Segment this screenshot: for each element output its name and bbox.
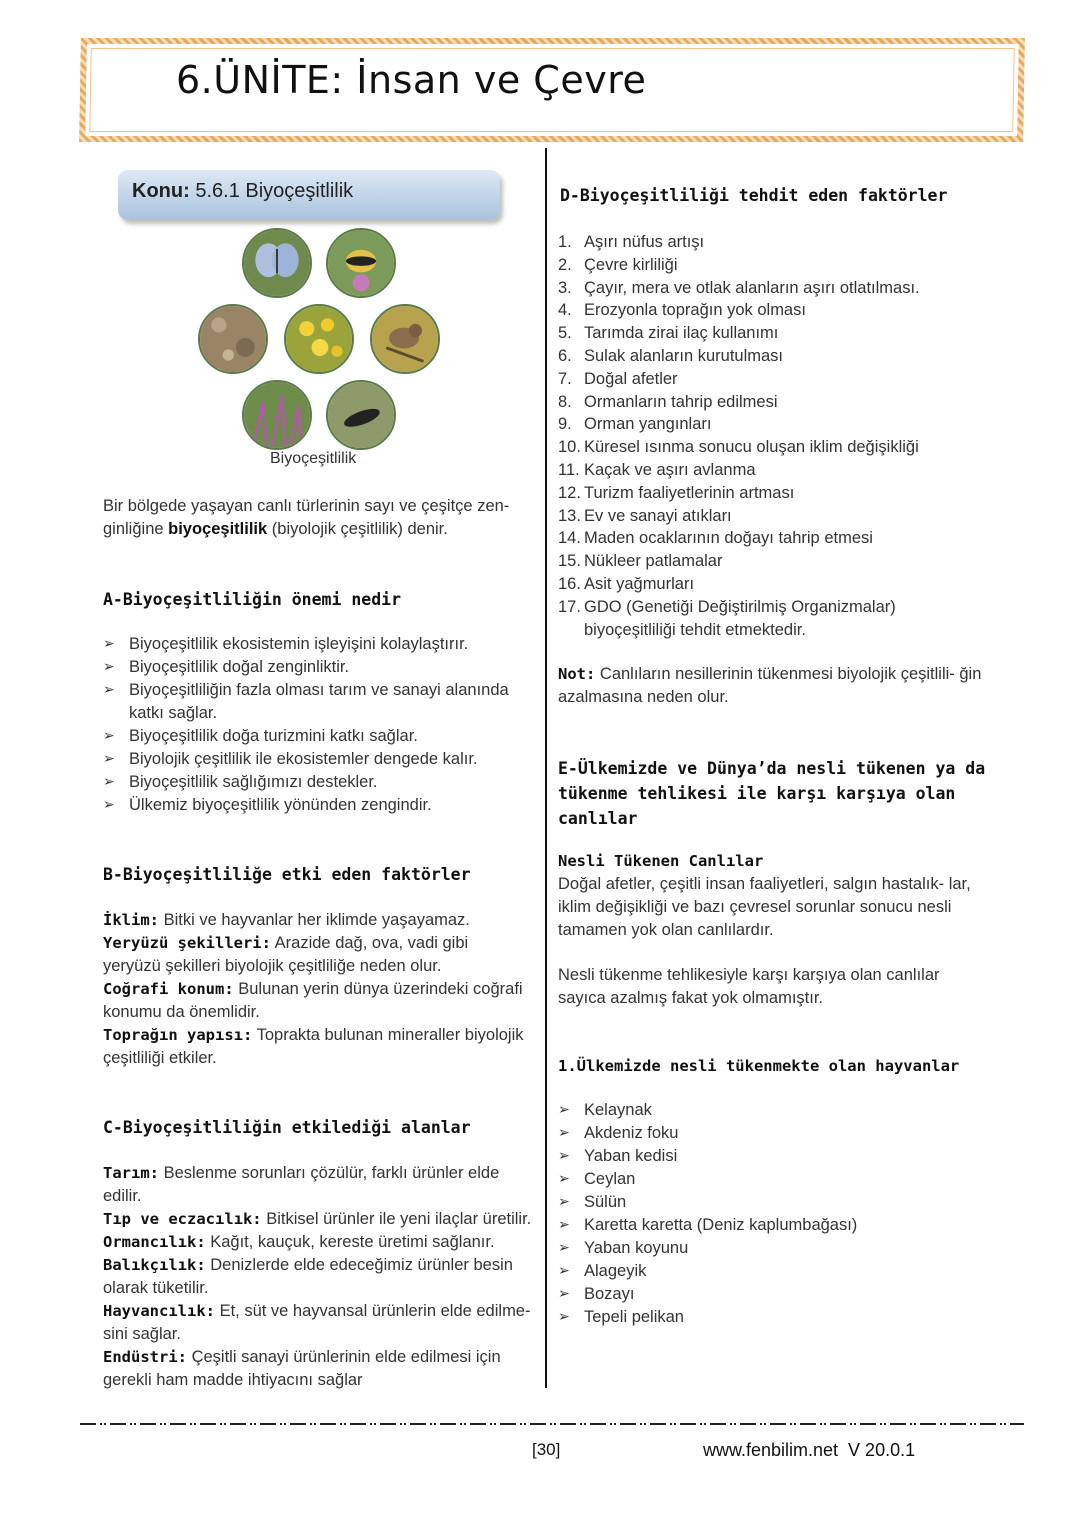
list-item: ➢ Akdeniz foku	[558, 1122, 998, 1145]
list-item: 10. Küresel ısınma sonucu oluşan iklim değişikliği	[558, 438, 919, 457]
extinct-title: Nesli Tükenen Canlılar	[558, 852, 764, 870]
definition-item: Endüstri: Çeşitli sanayi ürünlerinin elde edilmesi için gerekli ham madde ihtiyacını sağlar	[103, 1348, 501, 1389]
list-item: ➢ Bozayı	[558, 1283, 998, 1306]
definition-item: Balıkçılık: Denizlerde elde edeceğimiz ürünler besin olarak tüketilir.	[103, 1256, 513, 1297]
grass-photo	[242, 380, 312, 450]
list-item: ➢ Sülün	[558, 1191, 998, 1214]
section-b-body	[103, 909, 528, 1070]
list-item: 7. Doğal afetler	[558, 369, 678, 388]
list-item: 14. Maden ocaklarının doğayı tahrip etmesi	[558, 529, 873, 548]
section-e-title: E-Ülkemizde ve Dünya’da nesli tükenen ya da tükenme tehlikesi ile karşı karşıya olan canlılar	[558, 759, 986, 828]
definition-item: Tarım: Beslenme sorunları çözülür, farklı ürünler elde edilir.	[103, 1164, 500, 1205]
list-item: ➢ Biyoçeşitlilik ekosistemin işleyişini kolaylaştırır.	[103, 633, 533, 656]
topic-label: Konu:	[132, 180, 190, 202]
list-item: ➢ Kelaynak	[558, 1099, 998, 1122]
extinct-paragraph: Doğal afetler, çeşitli insan faaliyetleri, salgın hastalık- lar, iklim değişikliği ve bazı çevresel sorunlar sonucu nesli tamamen yok olan canlılardır.	[558, 875, 971, 939]
list-item: 16. Asit yağmurları	[558, 574, 695, 593]
butterfly-photo	[242, 228, 312, 298]
footer-divider	[80, 1423, 1024, 1425]
list-item: 12. Turizm faaliyetlerinin artması	[558, 483, 795, 502]
flower-photo	[284, 304, 354, 374]
list-item: ➢ Biyoçeşitlilik sağlığımızı destekler.	[103, 771, 533, 794]
figure-caption: Biyoçeşitlilik	[270, 450, 357, 467]
intro-term: biyoçeşitlilik	[168, 520, 268, 538]
list-item: ➢ Ülkemiz biyoçeşitlilik yönünden zengindir.	[103, 794, 533, 817]
list-item: ➢ Biyoçeşitlilik doğal zenginliktir.	[103, 656, 533, 679]
section-e-subtitle: 1.Ülkemizde nesli tükenmekte olan hayvanlar	[558, 1057, 960, 1075]
leech-photo	[326, 380, 396, 450]
page-number: [30]	[532, 1440, 561, 1459]
list-item: 5. Tarımda zirai ilaç kullanımı	[558, 324, 779, 343]
column-divider	[545, 148, 547, 1388]
definition-item: Hayvancılık: Et, süt ve hayvansal ürünlerin elde edilme- sini sağlar.	[103, 1302, 531, 1343]
section-a-title: A-Biyoçeşitliliğin önemi nedir	[103, 590, 402, 609]
unit-title: 6.ÜNİTE: İnsan ve Çevre	[176, 58, 647, 102]
endangered-paragraph: Nesli tükenme tehlikesiyle karşı karşıya olan canlılar sayıca azalmış fakat yok olmamıştır.	[558, 966, 940, 1007]
list-item: 8. Ormanların tahrip edilmesi	[558, 392, 778, 411]
note-paragraph: Not: Canlıların nesillerinin tükenmesi biyolojik çeşitlili- ğin azalmasına neden olur.	[558, 665, 982, 706]
definition-item: Tıp ve eczacılık: Bitkisel ürünler ile yeni ilaçlar üretilir.	[103, 1210, 532, 1228]
list-item: 17. GDO (Genetiği Değiştirilmiş Organizmalar) biyoçeşitliliği tehdit etmektedir.	[558, 597, 896, 639]
list-item: 13. Ev ve sanayi atıkları	[558, 506, 732, 525]
bee-photo	[326, 228, 396, 298]
animals-list	[558, 1099, 998, 1329]
definition-item: İklim: Bitki ve hayvanlar her iklimde yaşayamaz.	[103, 911, 470, 929]
list-item: ➢ Biyoçeşitlilik doğa turizmini katkı sağlar.	[103, 725, 533, 748]
section-c-title: C-Biyoçeşitliliğin etkilediği alanlar	[103, 1118, 471, 1137]
list-item: ➢ Yaban koyunu	[558, 1237, 998, 1260]
list-item: 15. Nükleer patlamalar	[558, 552, 723, 571]
list-item: 11. Kaçak ve aşırı avlanma	[558, 460, 756, 479]
list-item: 2. Çevre kirliliği	[558, 255, 678, 274]
list-item: ➢ Tepeli pelikan	[558, 1306, 998, 1329]
topic-box	[118, 170, 500, 220]
list-item: ➢ Biyolojik çeşitlilik ile ekosistemler dengede kalır.	[103, 748, 533, 771]
website-link[interactable]: www.fenbilim.net V 20.0.1	[703, 1440, 916, 1460]
list-item: ➢ Alageyik	[558, 1260, 998, 1283]
definition-item: Toprağın yapısı: Toprakta bulunan mineraller biyolojik çeşitliliği etkiler.	[103, 1026, 524, 1067]
definition-item: Ormancılık: Kağıt, kauçuk, kereste üretimi sağlanır.	[103, 1233, 495, 1251]
list-item: 4. Erozyonla toprağın yok olması	[558, 301, 806, 320]
list-item: ➢ Karetta karetta (Deniz kaplumbağası)	[558, 1214, 998, 1237]
section-d-title: D-Biyoçeşitliliği tehdit eden faktörler	[560, 186, 948, 205]
list-item: 9. Orman yangınları	[558, 415, 712, 434]
section-a-list	[103, 633, 533, 817]
list-item: ➢ Yaban kedisi	[558, 1145, 998, 1168]
section-c-body	[103, 1162, 533, 1392]
definition-item: Yeryüzü şekilleri: Arazide dağ, ova, vadi gibi yeryüzü şekilleri biyolojik çeşitliliğe neden olur.	[103, 934, 469, 975]
list-item: ➢ Ceylan	[558, 1168, 998, 1191]
bird-photo	[370, 304, 440, 374]
list-item: 6. Sulak alanların kurutulması	[558, 346, 784, 365]
soil-photo	[198, 304, 268, 374]
list-item: ➢ Biyoçeşitliliğin fazla olması tarım ve sanayi alanında katkı sağlar.	[103, 679, 533, 725]
biodiversity-figure	[196, 228, 446, 448]
list-item: 3. Çayır, mera ve otlak alanların aşırı otlatılması.	[558, 278, 920, 297]
topic-value: 5.6.1 Biyoçeşitlilik	[195, 180, 354, 202]
section-b-title: B-Biyoçeşitliliğe etki eden faktörler	[103, 865, 471, 884]
list-item: 1. Aşırı nüfus artışı	[558, 233, 705, 251]
intro-paragraph: Bir bölgede yaşayan canlı türlerinin sayı ve çeşitçe zen- ginliğine biyoçeşitlilik (biyolojik çeşitlilik) denir.	[103, 497, 510, 538]
definition-item: Coğrafi konum: Bulunan yerin dünya üzerindeki coğrafi konumu da önemlidir.	[103, 980, 523, 1021]
section-d-list	[558, 231, 1008, 641]
